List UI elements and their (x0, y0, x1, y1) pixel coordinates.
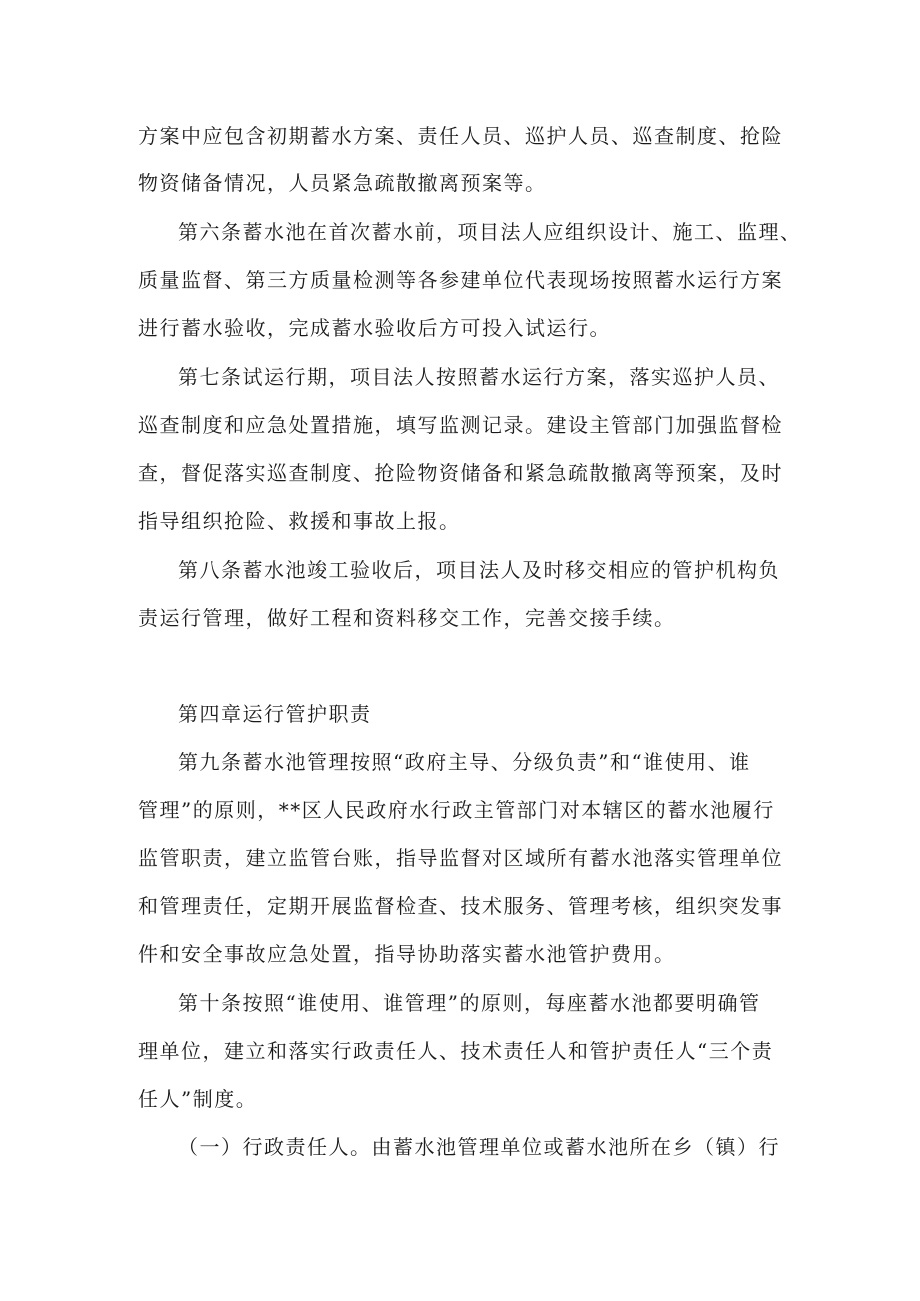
article-9-line: 第九条蓄水池管理按照“政府主导、分级负责”和“谁使用、谁 (178, 750, 751, 774)
paragraph-line: 监管职责，建立监管台账，指导监督对区域所有蓄水池落实管理单位 (138, 846, 783, 870)
article-7-line: 第七条试运行期，项目法人按照蓄水运行方案，落实巡护人员、 (178, 365, 780, 389)
paragraph-line: 管理”的原则，**区人民政府水行政主管部门对本辖区的蓄水池履行 (138, 798, 775, 822)
article-8-line: 第八条蓄水池竣工验收后，项目法人及时移交相应的管护机构负 (178, 558, 780, 582)
article-10-line: 第十条按照“谁使用、谁管理”的原则，每座蓄水池都要明确管 (178, 991, 761, 1015)
paragraph-line: 理单位，建立和落实行政责任人、技术责任人和管护责任人“三个责 (138, 1039, 774, 1063)
paragraph-line: 责运行管理，做好工程和资料移交工作，完善交接手续。 (138, 606, 676, 630)
article-6-line: 第六条蓄水池在首次蓄水前，项目法人应组织设计、施工、监理、 (178, 220, 802, 244)
paragraph-line: 件和安全事故应急处置，指导协助落实蓄水池管护费用。 (138, 942, 676, 966)
paragraph-line: 方案中应包含初期蓄水方案、责任人员、巡护人员、巡查制度、抢险 (138, 124, 783, 148)
paragraph-line: 物资储备情况，人员紧急疏散撤离预案等。 (138, 171, 547, 195)
chapter-heading: 第四章运行管护职责 (178, 702, 372, 726)
paragraph-line: 和管理责任，定期开展监督检查、技术服务、管理考核，组织突发事 (138, 894, 783, 918)
paragraph-line: 查，督促落实巡查制度、抢险物资储备和紧急疏散撤离等预案，及时 (138, 461, 783, 485)
paragraph-line: 进行蓄水验收，完成蓄水验收后方可投入试运行。 (138, 316, 611, 340)
paragraph-line: 指导组织抢险、救援和事故上报。 (138, 509, 461, 533)
paragraph-line: 巡查制度和应急处置措施，填写监测记录。建设主管部门加强监督检 (138, 413, 783, 437)
paragraph-line: 质量监督、第三方质量检测等各参建单位代表现场按照蓄水运行方案 (138, 268, 783, 292)
paragraph-line: 任人”制度。 (138, 1087, 258, 1111)
item-1-line: （一）行政责任人。由蓄水池管理单位或蓄水池所在乡（镇）行 (178, 1135, 780, 1159)
